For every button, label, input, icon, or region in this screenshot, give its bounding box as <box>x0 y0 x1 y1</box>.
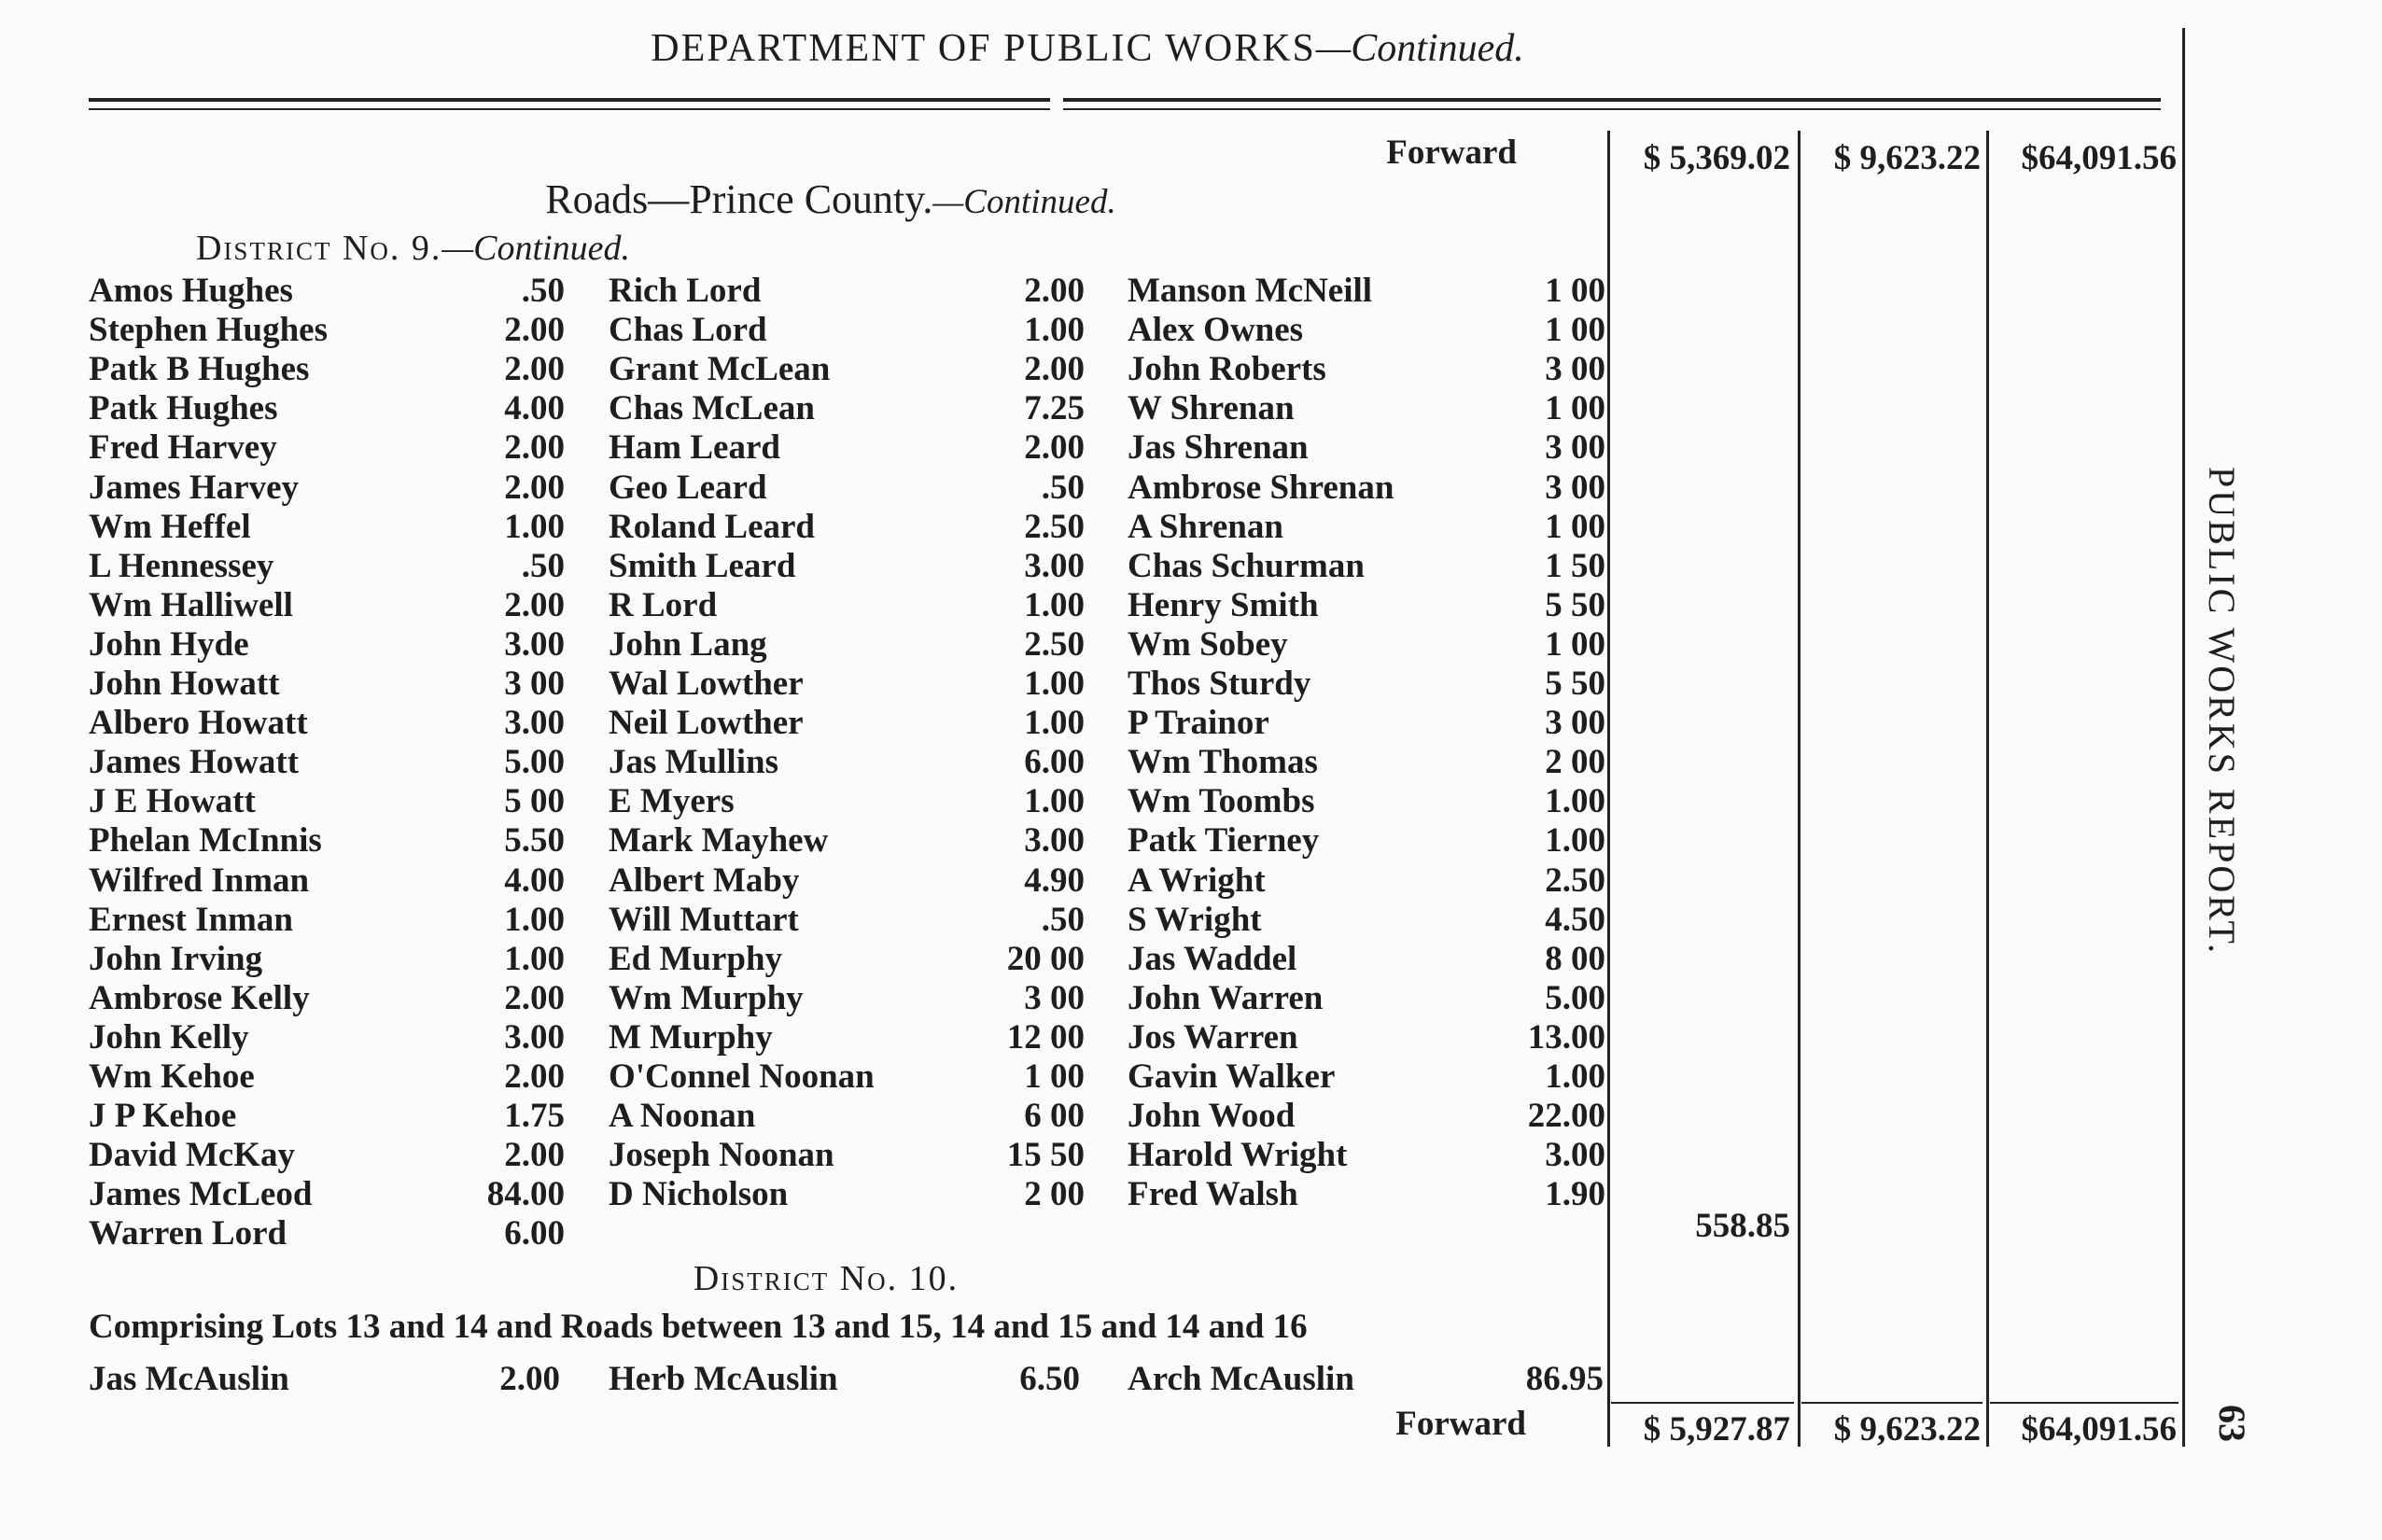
list-item <box>1128 1174 1605 1213</box>
entry-name: R Lord <box>609 585 718 624</box>
entry-name: M Murphy <box>609 1017 773 1057</box>
entry-name: J P Kehoe <box>89 1097 237 1136</box>
entry-value: 4.50 <box>1545 900 1605 939</box>
list-item <box>609 939 1085 978</box>
forward-top-label: Forward <box>1386 133 1517 172</box>
amount-column-line-2 <box>1798 131 1801 1447</box>
list-item <box>89 427 565 467</box>
entry-name: Wal Lowther <box>609 665 804 703</box>
list-item <box>89 468 565 507</box>
district-10-heading: District No. 10. <box>693 1259 960 1298</box>
list-item <box>1128 939 1605 978</box>
entry-name: Wm Murphy <box>609 978 804 1017</box>
district-9-continued: —Continued. <box>441 229 631 268</box>
entry-value: 2.00 <box>1024 350 1085 389</box>
list-item <box>1128 468 1605 507</box>
entry-name: Rich Lord <box>609 272 762 310</box>
entry-value: 1 00 <box>1545 272 1605 310</box>
list-item <box>1128 1135 1605 1174</box>
entry-value: 1 00 <box>1545 624 1605 664</box>
entry-name: John Hyde <box>89 624 249 664</box>
list-item <box>89 781 565 820</box>
list-item <box>1128 1057 1605 1096</box>
entry-name: Wm Halliwell <box>89 585 293 624</box>
entry-name: Ham Leard <box>609 428 780 468</box>
entry-name: Wm Thomas <box>1128 743 1318 782</box>
list-item <box>89 742 565 781</box>
entry-name: Wm Kehoe <box>89 1057 255 1096</box>
header-rule-top <box>89 98 2161 102</box>
list-item <box>609 585 1085 624</box>
entry-name: Jas Shrenan <box>1128 428 1309 468</box>
list-item <box>89 1213 565 1253</box>
entry-value: 2.00 <box>1024 428 1085 468</box>
entry-name: A Shrenan <box>1128 507 1283 546</box>
entry-name: Patk B Hughes <box>89 350 310 389</box>
entry-value: 7.25 <box>1024 389 1085 428</box>
list-item <box>89 978 565 1017</box>
list-item <box>1128 271 1605 310</box>
entry-name: John Irving <box>89 939 263 978</box>
forward-bottom-amount-2: $ 9,623.22 <box>1833 1410 1981 1449</box>
page-header <box>0 26 2175 71</box>
entry-name: Roland Leard <box>609 507 816 546</box>
header-rule-bottom <box>89 108 2161 110</box>
forward-bottom-label: Forward <box>1395 1405 1526 1443</box>
list-item <box>1128 703 1605 742</box>
list-item <box>609 624 1085 664</box>
section-title-continued: —Continued. <box>932 183 1116 221</box>
entry-value: 2.50 <box>1024 624 1085 664</box>
entry-value: 86.95 <box>1525 1360 1604 1398</box>
entry-value: 3 00 <box>1024 978 1085 1017</box>
entry-name: Chas Lord <box>609 311 767 350</box>
entry-name: Ernest Inman <box>89 900 293 939</box>
list-item <box>609 271 1085 310</box>
entry-name: Jas Waddel <box>1128 939 1297 978</box>
list-item <box>89 1017 565 1057</box>
list-item <box>609 861 1085 900</box>
entry-name: Mark Mayhew <box>609 821 829 861</box>
entry-value: 22.00 <box>1527 1097 1605 1136</box>
list-item <box>1128 900 1605 939</box>
entry-name: Patk Hughes <box>89 389 278 428</box>
entry-value: 3 00 <box>1545 468 1605 507</box>
entry-name: John Roberts <box>1128 350 1326 389</box>
entry-value: 1.00 <box>1545 782 1605 821</box>
list-item <box>89 1096 565 1135</box>
forward-top-amount-2: $ 9,623.22 <box>1833 139 1981 177</box>
entry-value: 5 50 <box>1545 665 1605 703</box>
list-item <box>89 900 565 939</box>
list-item <box>89 349 565 388</box>
entry-value: 3 00 <box>1545 704 1605 743</box>
entry-name: A Noonan <box>609 1097 756 1136</box>
entry-value: 2.00 <box>499 1360 560 1398</box>
forward-bottom-amount-1: $ 5,927.87 <box>1643 1410 1790 1449</box>
entry-value: 1.00 <box>1024 585 1085 624</box>
entry-value: 2.00 <box>504 1136 565 1175</box>
list-item <box>1128 546 1605 585</box>
list-item <box>89 271 565 310</box>
entry-name: Warren Lord <box>89 1214 287 1253</box>
list-item <box>89 1057 565 1096</box>
entry-value: 6.50 <box>1019 1360 1080 1398</box>
entry-value: 4.90 <box>1024 861 1085 900</box>
entry-value: 5 50 <box>1545 585 1605 624</box>
entry-value: 1.00 <box>1024 665 1085 703</box>
entry-value: 6 00 <box>1024 1097 1085 1136</box>
header-rule-gap <box>1050 95 1063 114</box>
entry-name: Amos Hughes <box>89 272 293 310</box>
entry-value: 2.00 <box>504 350 565 389</box>
entry-name: Henry Smith <box>1128 585 1319 624</box>
entry-value: 4.00 <box>504 389 565 428</box>
entry-name: Ed Murphy <box>609 939 783 978</box>
entry-value: .50 <box>1041 900 1085 939</box>
header-continued: —Continued. <box>1315 27 1524 70</box>
forward-top-amount-1: $ 5,369.02 <box>1643 139 1790 177</box>
entry-value: 1 00 <box>1545 311 1605 350</box>
entry-name: Thos Sturdy <box>1128 665 1311 703</box>
entry-value: 1.00 <box>504 507 565 546</box>
list-item <box>89 546 565 585</box>
entry-name: James Harvey <box>89 468 300 507</box>
entry-value: 3.00 <box>1024 821 1085 861</box>
entry-value: 6.00 <box>1024 743 1085 782</box>
entry-value: 3 00 <box>1545 350 1605 389</box>
entry-value: 13.00 <box>1527 1017 1605 1057</box>
district-9-label: District No. 9. <box>196 229 442 268</box>
list-item <box>89 1174 565 1213</box>
list-item <box>1128 1017 1605 1057</box>
entry-name: Wm Toombs <box>1128 782 1315 821</box>
entry-value: .50 <box>521 272 565 310</box>
list-item <box>1128 427 1605 467</box>
entry-name: John Wood <box>1128 1097 1296 1136</box>
district-10-entry <box>89 1359 560 1398</box>
list-item <box>609 349 1085 388</box>
entry-name: A Wright <box>1128 861 1266 900</box>
entry-value: 1.00 <box>1024 311 1085 350</box>
list-item <box>1128 388 1605 427</box>
forward-top-amount-3: $64,091.56 <box>2021 139 2177 177</box>
list-item <box>89 820 565 860</box>
entry-value: 3.00 <box>504 704 565 743</box>
entry-name: Manson McNeill <box>1128 272 1373 310</box>
section-title-text: Roads—Prince County. <box>545 176 933 222</box>
entry-name: James Howatt <box>89 743 300 782</box>
list-item <box>609 1174 1085 1213</box>
entry-name: Herb McAuslin <box>609 1360 838 1398</box>
entry-name: S Wright <box>1128 900 1262 939</box>
entry-value: 1.90 <box>1545 1175 1605 1214</box>
entry-value: 3 00 <box>1545 428 1605 468</box>
entry-name: Neil Lowther <box>609 704 804 743</box>
entry-name: L Hennessey <box>89 546 274 585</box>
entry-name: J E Howatt <box>89 782 256 821</box>
section-title <box>0 175 1661 223</box>
entry-value: 2.50 <box>1024 507 1085 546</box>
list-item <box>609 427 1085 467</box>
entry-name: W Shrenan <box>1128 389 1295 428</box>
total-rule-3 <box>1990 1402 2179 1404</box>
entry-value: 3 00 <box>504 665 565 703</box>
entry-value: 3.00 <box>504 624 565 664</box>
list-item <box>609 1057 1085 1096</box>
entry-name: Jas McAuslin <box>89 1360 289 1398</box>
list-item <box>609 388 1085 427</box>
list-item <box>89 939 565 978</box>
list-item <box>609 310 1085 349</box>
district-10-entry <box>609 1359 1080 1398</box>
entry-value: 6.00 <box>504 1214 565 1253</box>
list-item <box>89 1135 565 1174</box>
entry-value: 2 00 <box>1024 1175 1085 1214</box>
amount-column-line-1 <box>1607 131 1610 1447</box>
list-item <box>1128 507 1605 546</box>
list-item <box>609 742 1085 781</box>
entry-value: 15 50 <box>1006 1136 1085 1175</box>
entry-value: 5.00 <box>504 743 565 782</box>
entry-name: Harold Wright <box>1128 1136 1348 1175</box>
entry-value: 2.00 <box>1024 272 1085 310</box>
entry-name: Fred Harvey <box>89 428 277 468</box>
entry-value: 5.50 <box>504 821 565 861</box>
entry-name: D Nicholson <box>609 1175 789 1214</box>
entry-name: Alex Ownes <box>1128 311 1304 350</box>
entry-name: John Warren <box>1128 978 1324 1017</box>
entry-value: 3.00 <box>504 1017 565 1057</box>
entry-value: 2.00 <box>504 585 565 624</box>
entry-value: 1.00 <box>1024 704 1085 743</box>
list-item <box>1128 1096 1605 1135</box>
entry-value: 1.00 <box>1545 1057 1605 1096</box>
page-number: 63 <box>2211 1405 2253 1442</box>
list-item <box>1128 349 1605 388</box>
list-item <box>609 1017 1085 1057</box>
entry-value: 1 00 <box>1024 1057 1085 1096</box>
list-item <box>609 468 1085 507</box>
list-item <box>89 585 565 624</box>
list-item <box>1128 861 1605 900</box>
list-item <box>89 624 565 664</box>
entry-name: P Trainor <box>1128 704 1269 743</box>
entry-value: 5 00 <box>504 782 565 821</box>
entry-value: 2.00 <box>504 1057 565 1096</box>
entry-name: Jas Mullins <box>609 743 778 782</box>
list-item <box>89 861 565 900</box>
entry-name: Stephen Hughes <box>89 311 328 350</box>
list-item <box>89 310 565 349</box>
entry-value: 2.50 <box>1545 861 1605 900</box>
list-item <box>1128 978 1605 1017</box>
entry-value: 1.00 <box>504 939 565 978</box>
district-10-entry <box>1128 1359 1604 1398</box>
entry-name: Smith Leard <box>609 546 796 585</box>
entry-name: O'Connel Noonan <box>609 1057 875 1096</box>
entry-name: Chas Schurman <box>1128 546 1365 585</box>
entry-name: John Kelly <box>89 1017 249 1057</box>
entry-value: 3.00 <box>1545 1136 1605 1175</box>
entry-name: Will Muttart <box>609 900 799 939</box>
entry-value: 1.75 <box>504 1097 565 1136</box>
list-item <box>609 546 1085 585</box>
total-rule-1 <box>1611 1402 1794 1404</box>
forward-bottom-amount-3: $64,091.56 <box>2021 1410 2177 1449</box>
entry-value: 3.00 <box>1024 546 1085 585</box>
entry-name: James McLeod <box>89 1175 313 1214</box>
entry-name: David McKay <box>89 1136 295 1175</box>
list-item <box>609 1135 1085 1174</box>
running-title: PUBLIC WORKS REPORT. <box>2201 467 2243 956</box>
entry-name: Fred Walsh <box>1128 1175 1298 1214</box>
entry-value: 2.00 <box>504 978 565 1017</box>
list-item <box>609 664 1085 703</box>
entry-name: John Howatt <box>89 665 280 703</box>
entry-value: 2.00 <box>504 428 565 468</box>
entry-name: Gavin Walker <box>1128 1057 1336 1096</box>
entry-value: 1 50 <box>1545 546 1605 585</box>
list-item <box>609 978 1085 1017</box>
list-item <box>609 781 1085 820</box>
district-9-heading <box>196 228 630 269</box>
list-item <box>1128 664 1605 703</box>
list-item <box>609 1096 1085 1135</box>
total-rule-2 <box>1801 1402 1983 1404</box>
list-item <box>609 703 1085 742</box>
header-title: DEPARTMENT OF PUBLIC WORKS <box>651 27 1316 70</box>
list-item <box>1128 585 1605 624</box>
list-item <box>609 900 1085 939</box>
list-item <box>609 507 1085 546</box>
entry-value: 2.00 <box>504 311 565 350</box>
list-item <box>1128 624 1605 664</box>
entry-value: 2.00 <box>504 468 565 507</box>
entry-name: Arch McAuslin <box>1128 1360 1354 1398</box>
list-item <box>89 703 565 742</box>
entry-value: 1.00 <box>1545 821 1605 861</box>
entry-name: Patk Tierney <box>1128 821 1320 861</box>
entry-value: 8 00 <box>1545 939 1605 978</box>
list-item <box>1128 310 1605 349</box>
entry-name: John Lang <box>609 624 767 664</box>
entry-value: 1 00 <box>1545 389 1605 428</box>
entry-value: 2 00 <box>1545 743 1605 782</box>
list-item <box>1128 742 1605 781</box>
list-item <box>89 507 565 546</box>
district-10-description: Comprising Lots 13 and 14 and Roads between 13 and 15, 14 and 15 and 14 and 16 <box>89 1308 1308 1346</box>
list-item <box>1128 820 1605 860</box>
entry-name: Grant McLean <box>609 350 831 389</box>
entry-name: Wm Heffel <box>89 507 251 546</box>
district-9-subtotal: 558.85 <box>1695 1207 1790 1245</box>
amount-column-line-3 <box>1986 131 1989 1447</box>
entry-value: 1.00 <box>1024 782 1085 821</box>
list-item <box>89 388 565 427</box>
entry-value: 1.00 <box>504 900 565 939</box>
entry-value: 1 00 <box>1545 507 1605 546</box>
entry-name: Ambrose Shrenan <box>1128 468 1394 507</box>
list-item <box>1128 781 1605 820</box>
entry-name: Chas McLean <box>609 389 815 428</box>
entry-value: 12 00 <box>1006 1017 1085 1057</box>
entry-value: 20 00 <box>1006 939 1085 978</box>
entry-name: E Myers <box>609 782 735 821</box>
entry-name: Geo Leard <box>609 468 767 507</box>
entry-value: .50 <box>1041 468 1085 507</box>
entry-name: Ambrose Kelly <box>89 978 310 1017</box>
entry-name: Wilfred Inman <box>89 861 310 900</box>
entry-name: Albero Howatt <box>89 704 308 743</box>
entry-name: Jos Warren <box>1128 1017 1298 1057</box>
list-item <box>89 664 565 703</box>
list-item <box>609 820 1085 860</box>
entry-value: .50 <box>521 546 565 585</box>
entry-name: Albert Maby <box>609 861 800 900</box>
entry-value: 4.00 <box>504 861 565 900</box>
entry-value: 84.00 <box>486 1175 565 1214</box>
entry-value: 5.00 <box>1545 978 1605 1017</box>
entry-name: Joseph Noonan <box>609 1136 834 1175</box>
entry-name: Phelan McInnis <box>89 821 322 861</box>
entry-name: Wm Sobey <box>1128 624 1288 664</box>
